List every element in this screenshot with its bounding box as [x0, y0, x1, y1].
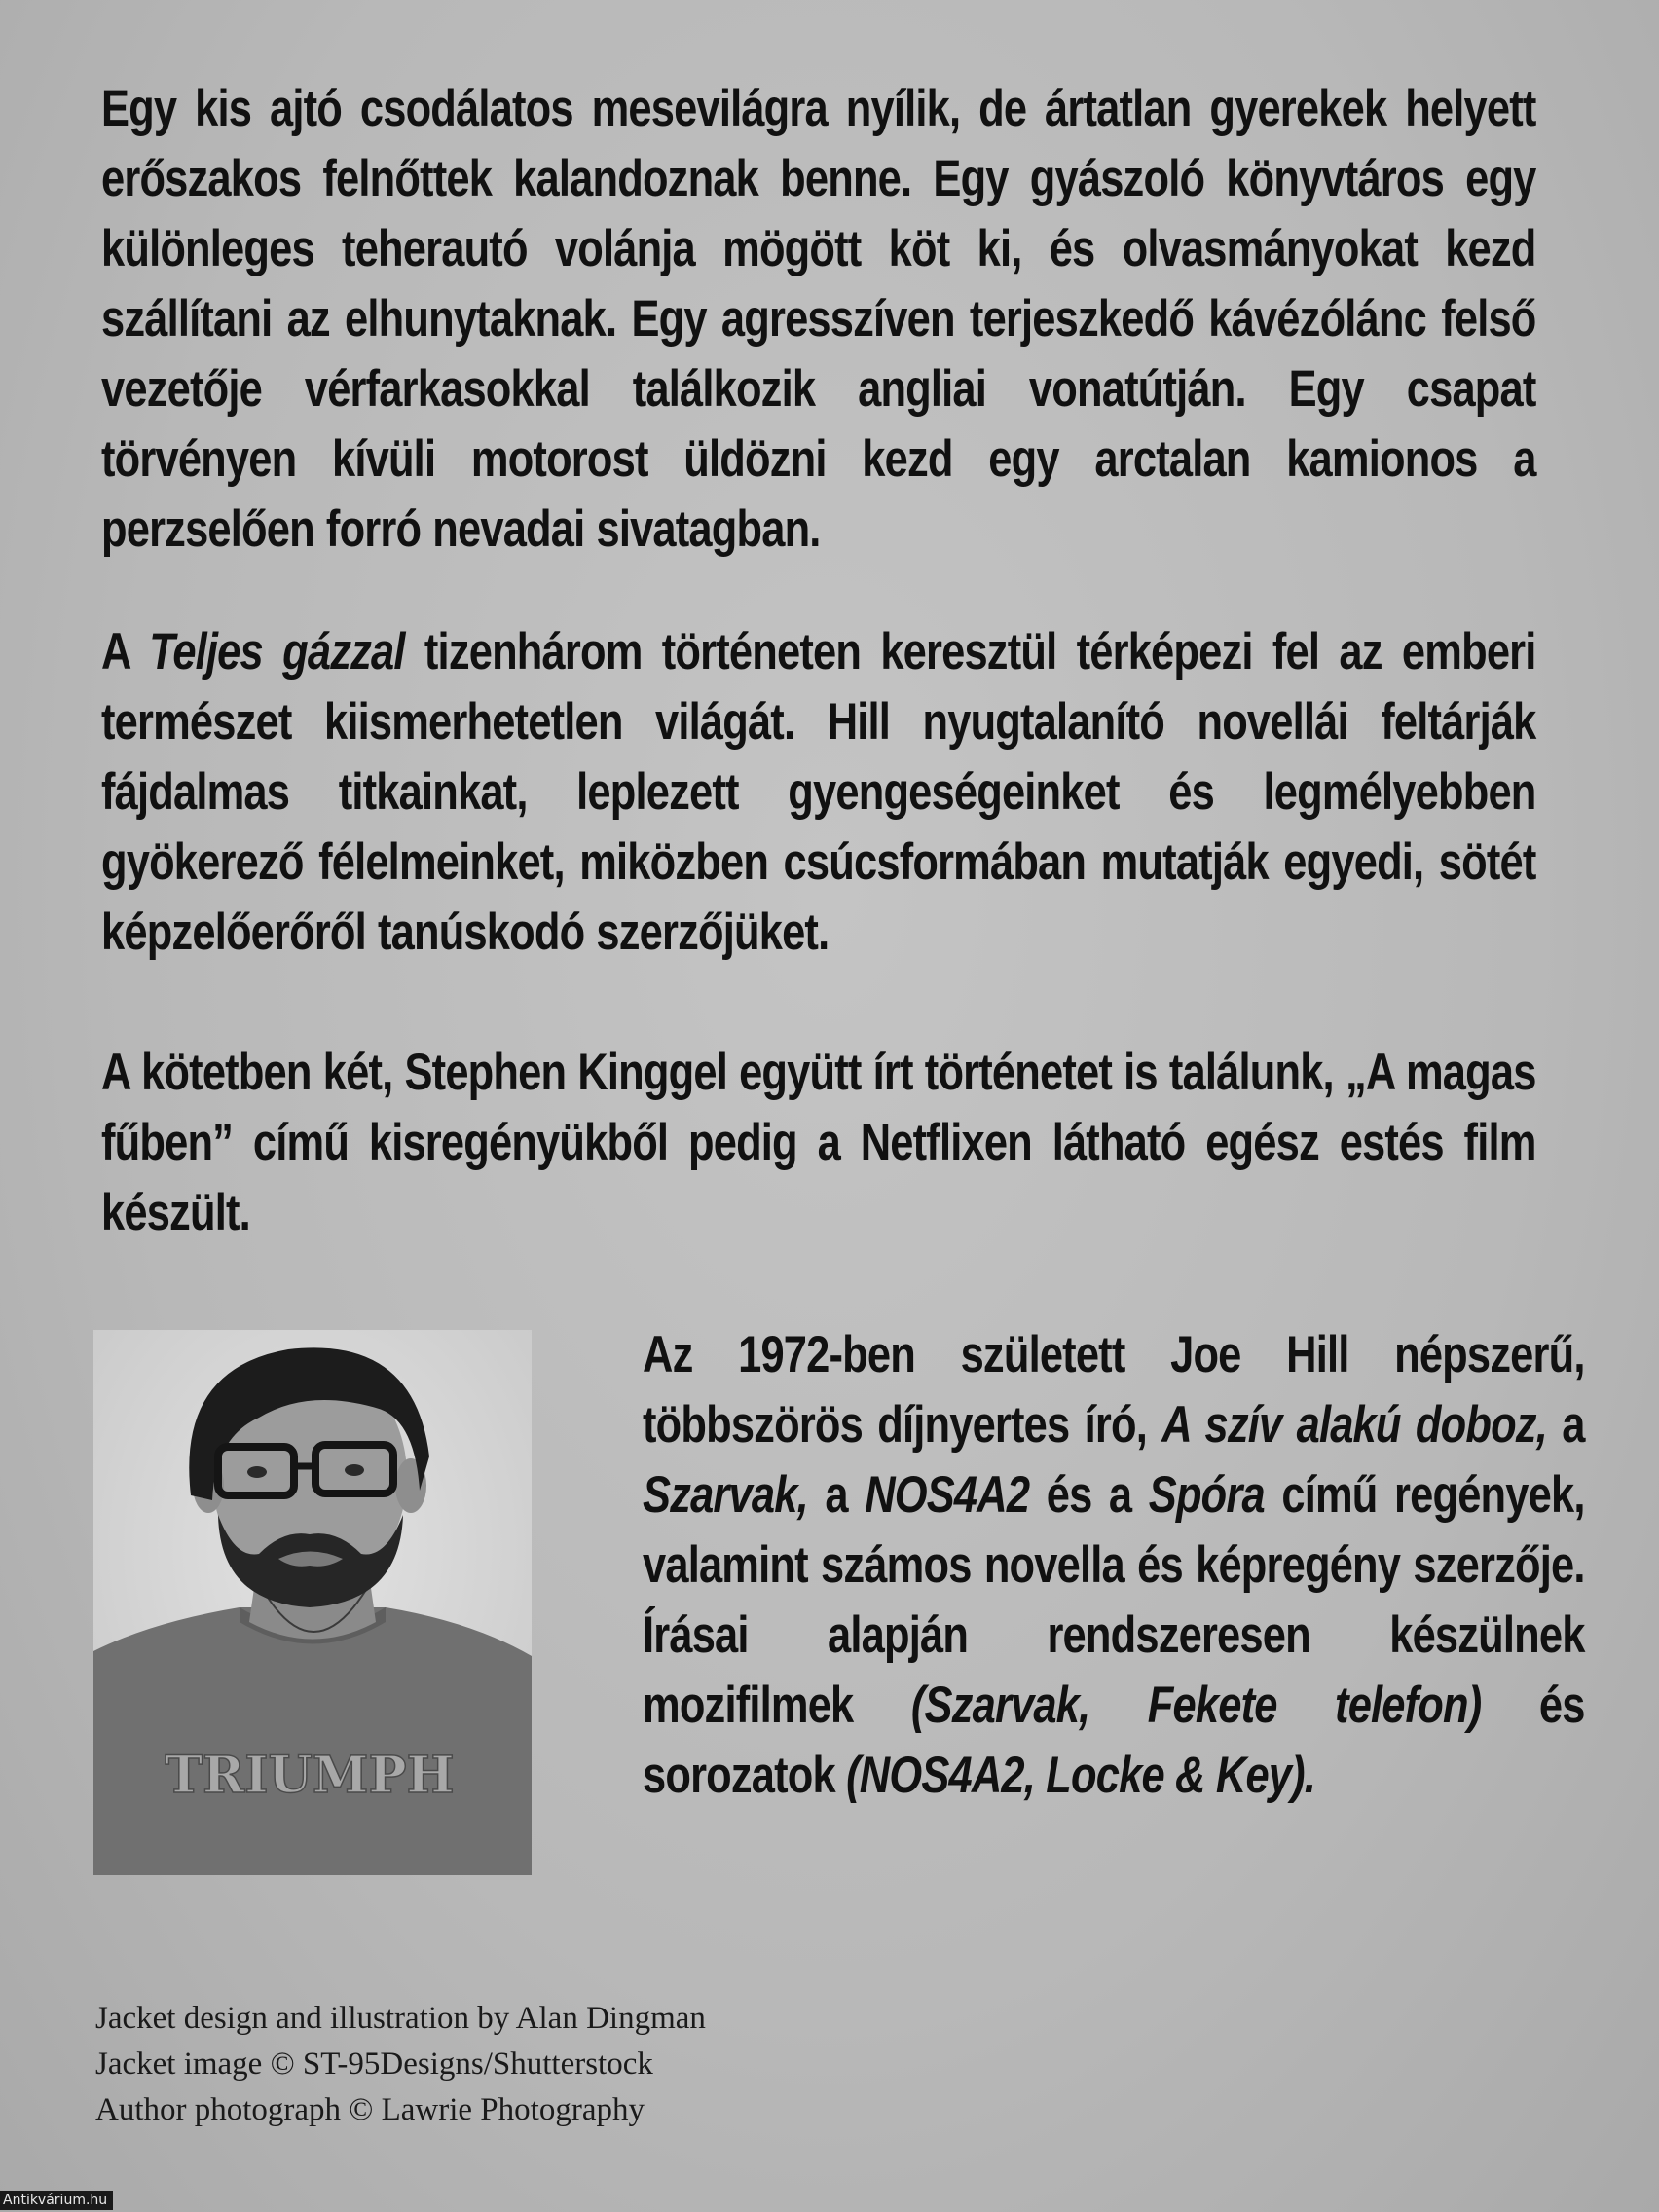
- bio-book-1: A szív alakú doboz,: [1161, 1396, 1547, 1454]
- bio-text-2: a: [1546, 1396, 1585, 1454]
- author-photo: [93, 1330, 532, 1875]
- blurb-paragraph-2-rest: tizenhárom történeten keresztül térképezi fel az emberi természet kiismerhetetlen világát. Hill nyugtalanító novellái feltárják fájdalmas titkainkat, leplezett gyengeségeinket és legmélyebben gyökerező félelmeinket, miközben csúcsformában mutatják egyedi, sötét képzelőerőről tanúskodó szerzőjüket.: [101, 623, 1536, 961]
- author-bio: [643, 1320, 1585, 1811]
- bio-text-1: Az 1972-ben született Joe Hill népszerű, többszörös díjnyertes író,: [643, 1326, 1585, 1454]
- author-portrait-image: [93, 1330, 532, 1875]
- blurb-paragraph-2-prefix: A: [101, 623, 150, 681]
- bio-book-3: NOS4A2: [865, 1466, 1030, 1524]
- blurb-paragraph-2: [101, 617, 1536, 968]
- credit-jacket-image: Jacket image © ST-95Designs/Shutterstock: [95, 2046, 653, 2082]
- bio-series: (NOS4A2, Locke & Key).: [846, 1747, 1316, 1804]
- bio-book-2: Szarvak,: [643, 1466, 808, 1524]
- watermark: Antikvárium.hu: [0, 2191, 113, 2210]
- bio-text-5: című regények, valamint számos novella és képregény szerzője. Írásai alapján rendszeresen készülnek mozifilmek: [643, 1466, 1585, 1734]
- bio-book-4: Spóra: [1148, 1466, 1265, 1524]
- credit-author-photo: Author photograph © Lawrie Photography: [95, 2092, 645, 2127]
- bio-text-3: a: [807, 1466, 866, 1524]
- bio-text-6: és sorozatok: [643, 1677, 1585, 1804]
- credit-jacket-design: Jacket design and illustration by Alan Dingman: [95, 2001, 706, 2036]
- blurb-paragraph-1: Egy kis ajtó csodálatos mesevilágra nyílik, de ártatlan gyerekek helyett erőszakos felnőttek kalandoznak benne. Egy gyászoló könyvtáros egy különleges teherautó volánja mögött köt ki, és olvasmányokat kezd szállítani az elhunytaknak. Egy agresszíven terjeszkedő kávézólánc felső vezetője vérfarkasokkal találkozik angliai vonatútján. Egy csapat törvényen kívüli motorost üldözni kezd egy arctalan kamionos a perzselően forró nevadai sivatagban.: [101, 80, 1536, 558]
- book-title: Teljes gázzal: [149, 623, 405, 681]
- bio-text-4: és a: [1029, 1466, 1149, 1524]
- bio-films: (Szarvak, Fekete telefon): [910, 1677, 1482, 1734]
- blurb-paragraph-3: A kötetben két, Stephen Kinggel együtt írt történetet is találunk, „A magas fűben” című kisregényükből pedig a Netflixen látható egész estés film készült.: [101, 1044, 1536, 1241]
- credits-block: [95, 1996, 706, 2133]
- shirt-logo-text: TRIUMPH: [165, 1746, 455, 1805]
